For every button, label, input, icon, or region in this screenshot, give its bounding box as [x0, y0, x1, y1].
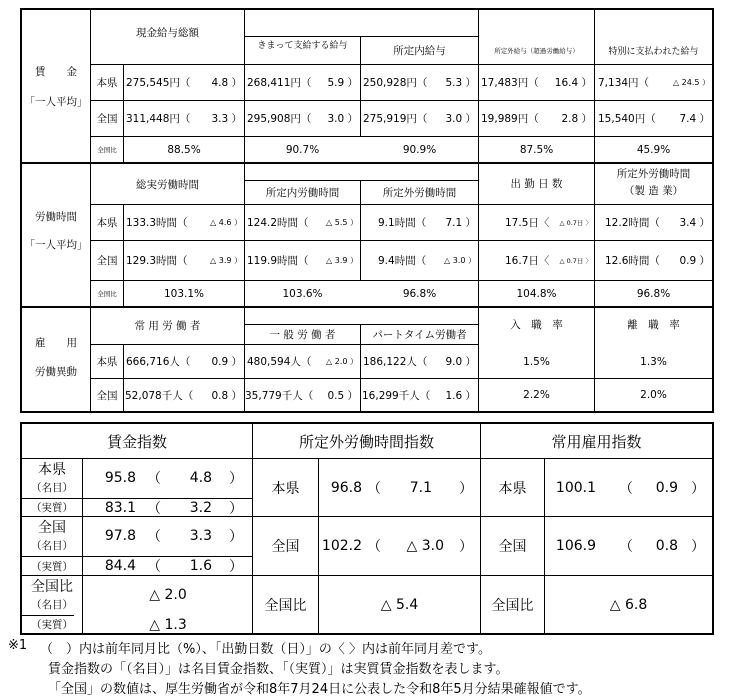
paren-close: ） [459, 480, 473, 497]
wage-pref-total: 275,545円（ [126, 77, 191, 89]
header-wage-index: 賃金指数 [106, 432, 167, 451]
ot-index-pref: 96.8 [330, 479, 362, 496]
wage-ratio-special: 45.9% [636, 143, 671, 156]
paren-close: ） [459, 539, 473, 555]
wage-nation-overtime: 19,989円（ [481, 113, 539, 125]
wage-index-ratio-real: △ 1.3 [149, 616, 187, 633]
wage-group-sublabel: 「一人平均」 [24, 95, 88, 108]
ot-index-nation-change: △ 3.0 [406, 538, 444, 554]
footnote-line-1: （ ）内は前年同月比（%）、「出勤日数（日）」の〈 〉内は前年同月差です。 [40, 642, 491, 657]
row-label-pref: 本県 [96, 217, 118, 229]
label-real: （実質） [31, 502, 73, 514]
wage-pref-overtime: 17,483円（ [481, 77, 539, 89]
hours-ratio-scheduled: 103.6% [282, 287, 323, 300]
wage-pref-scheduled: 250,928円（ [363, 77, 428, 89]
wage-pref-overtime-change: 16.4 ） [554, 77, 592, 89]
hours-pref-mfg-change: 3.4 ） [679, 217, 710, 229]
header-part-time-workers: パートタイム労働者 [372, 329, 467, 341]
hours-pref-scheduled-change: △ 5.5 ） [326, 218, 358, 227]
header-hiring-rate: 入 職 率 [510, 318, 563, 331]
label-pref: 本県 [498, 480, 527, 497]
hours-ratio-mfg: 96.8% [636, 287, 671, 300]
wage-nation-total-change: 3.3 ） [211, 113, 242, 125]
ot-index-nation: 102.2 [321, 538, 362, 554]
row-label-pref: 本県 [96, 77, 118, 89]
emp-index-nation: 106.9 [555, 538, 596, 554]
hours-pref-total-change: △ 4.6 ） [210, 218, 242, 227]
header-overtime-hours: 所定外労働時間 [382, 187, 457, 199]
wage-ratio-total: 88.5% [167, 143, 201, 156]
emp-nation-part: 16,299千人（ [362, 389, 431, 402]
emp-pref-regular-change: 0.9 ） [211, 356, 242, 368]
wage-index-pref-real-change: 3.2 [189, 499, 212, 516]
wage-nation-fixed: 295,908円（ [247, 113, 312, 125]
row-label-pref: 本県 [96, 356, 118, 368]
paren-open: （ [147, 529, 161, 545]
paren-close: ） [691, 480, 705, 497]
emp-index-pref: 100.1 [555, 479, 596, 496]
header-scheduled-hours: 所定内労働時間 [265, 187, 340, 199]
hours-nation-mfg: 12.6時間（ [605, 255, 660, 267]
footnote-line-2: 賃金指数の「（名目）」は名目賃金指数、「（実質）」は実質賃金指数を表します。 [48, 662, 509, 677]
emp-index-ratio: △ 6.8 [609, 596, 648, 613]
emp-pref-separation-rate: 1.3% [640, 355, 667, 368]
wage-pref-total-change: 4.8 ） [211, 77, 242, 89]
hours-pref-mfg: 12.2時間（ [605, 217, 660, 229]
header-mfg-overtime: 所定外労働時間 [616, 168, 691, 180]
hours-nation-mfg-change: 0.9 ） [679, 255, 710, 267]
label-real: （実質） [31, 619, 73, 631]
hours-pref-workdays: 17.5日〈 [505, 217, 550, 229]
emp-pref-general-change: △ 2.0 ） [326, 357, 358, 366]
paren-open: （ [147, 471, 161, 487]
wage-index-pref-nominal: 95.8 [104, 470, 136, 486]
wage-group-label: 賃 金 [35, 65, 77, 78]
emp-nation-hiring-rate: 2.2% [523, 389, 550, 401]
header-employment-index: 常用雇用指数 [551, 432, 642, 451]
emp-nation-regular-change: 0.8 ） [211, 389, 242, 402]
wage-index-nation-real: 84.4 [104, 558, 136, 574]
wage-index-nation-real-change: 1.6 [189, 558, 212, 574]
wage-index-pref-nominal-change: 4.8 [189, 470, 212, 486]
label-ratio: 全国比 [31, 579, 73, 595]
paren-close: ） [229, 500, 243, 517]
hours-ratio-overtime: 96.8% [402, 287, 437, 300]
label-nominal: （名目） [31, 598, 73, 611]
header-fixed-wage: きまって支給する給与 [257, 40, 348, 51]
paren-close: ） [229, 529, 243, 545]
emp-index-pref-change: 0.9 [655, 479, 678, 496]
hours-nation-overtime: 9.4時間（ [378, 255, 427, 267]
label-nominal: （名目） [31, 481, 73, 494]
wage-index-pref-real: 83.1 [104, 499, 136, 516]
row-label-nation: 全国 [96, 389, 118, 402]
hours-ratio-workdays: 104.8% [516, 287, 557, 300]
header-workdays: 出 勤 日 数 [510, 177, 563, 190]
emp-nation-regular: 52,078千人（ [125, 389, 194, 402]
paren-open: （ [367, 480, 381, 497]
emp-pref-general: 480,594人（ [247, 356, 312, 368]
emp-nation-general: 35,779千人（ [245, 389, 314, 402]
hours-nation-total-change: △ 3.9 ） [210, 256, 242, 265]
emp-nation-separation-rate: 2.0% [640, 389, 667, 401]
paren-open: （ [619, 539, 633, 555]
wage-index-nation-nominal: 97.8 [104, 528, 136, 544]
wage-nation-scheduled: 275,919円（ [363, 113, 428, 125]
wage-index-nation-nominal-change: 3.3 [189, 528, 212, 544]
emp-pref-regular: 666,716人（ [126, 356, 191, 368]
hours-group-label: 労働時間 [35, 210, 77, 223]
wage-nation-overtime-change: 2.8 ） [561, 113, 592, 125]
header-overtime-wage: 所定外給与（超過労働給与） [494, 47, 579, 55]
emp-group-label: 雇 用 [35, 336, 77, 349]
hours-group-sublabel: 「一人平均」 [24, 238, 88, 251]
hours-nation-overtime-change: △ 3.0 ） [444, 256, 476, 265]
wage-ratio-scheduled: 90.9% [402, 143, 437, 156]
ot-index-pref-change: 7.1 [409, 479, 432, 496]
label-pref: 本県 [271, 480, 300, 497]
row-label-ratio: 全国比 [97, 146, 117, 154]
header-scheduled-wage: 所定内給与 [393, 45, 446, 57]
wage-pref-special: 7,134円（ [598, 77, 650, 89]
wage-pref-special-change: △ 24.5 ） [672, 78, 710, 87]
hours-pref-workdays-change: △ 0.7日 〉 [559, 219, 592, 227]
emp-nation-general-change: 0.5 ） [327, 389, 358, 402]
wage-nation-fixed-change: 3.0 ） [327, 113, 358, 125]
header-general-workers: 一 般 労 働 者 [269, 329, 336, 341]
wage-pref-fixed-change: 5.9 ） [327, 77, 358, 89]
row-label-nation: 全国 [96, 255, 118, 267]
hours-nation-scheduled: 119.9時間（ [247, 255, 309, 267]
emp-nation-part-change: 1.6 ） [445, 389, 476, 402]
emp-group-sublabel: 労働異動 [35, 365, 77, 378]
wage-ratio-overtime: 87.5% [519, 143, 554, 156]
wage-nation-scheduled-change: 3.0 ） [445, 113, 476, 125]
label-nation: 全国 [38, 520, 66, 536]
hours-nation-workdays-change: △ 0.7日 〉 [559, 257, 592, 265]
label-nation: 全国 [498, 539, 527, 555]
header-overtime-index: 所定外労働時間指数 [298, 432, 434, 451]
label-real: （実質） [31, 560, 73, 573]
hours-nation-scheduled-change: △ 3.9 ） [326, 256, 358, 265]
hours-pref-overtime-change: 7.1 ） [445, 217, 476, 229]
hours-nation-workdays: 16.7日〈 [505, 255, 550, 267]
paren-close: ） [229, 471, 243, 487]
emp-pref-hiring-rate: 1.5% [523, 355, 550, 368]
header-total-hours: 総実労働時間 [136, 178, 199, 191]
label-ratio: 全国比 [264, 597, 307, 614]
footnote-mark: ※1 [8, 638, 28, 653]
paren-close: ） [229, 559, 243, 575]
emp-pref-part: 186,122人（ [363, 356, 428, 368]
wage-index-ratio-nominal: △ 2.0 [149, 587, 187, 603]
label-ratio: 全国比 [491, 597, 534, 614]
hours-ratio-total: 103.1% [163, 287, 205, 300]
label-nation: 全国 [271, 539, 300, 555]
row-label-nation: 全国 [96, 113, 118, 125]
hours-pref-overtime: 9.1時間（ [378, 217, 427, 229]
wage-pref-scheduled-change: 5.3 ） [445, 77, 476, 89]
hours-pref-total: 133.3時間（ [126, 217, 188, 229]
header-separation-rate: 離 職 率 [627, 318, 680, 331]
hours-nation-total: 129.3時間（ [126, 255, 188, 267]
paren-open: （ [619, 480, 633, 497]
emp-pref-part-change: 9.0 ） [445, 356, 476, 368]
row-label-ratio: 全国比 [97, 290, 117, 298]
label-nominal: （名目） [31, 539, 73, 552]
paren-close: ） [691, 539, 705, 555]
wage-ratio-fixed: 90.7% [285, 143, 320, 156]
paren-open: （ [147, 559, 161, 575]
paren-open: （ [367, 539, 381, 555]
wage-nation-total: 311,448円（ [126, 113, 191, 125]
wage-pref-fixed: 268,411円（ [247, 77, 312, 89]
footnote-line-3: 「全国」の数値は、厚生労働省が令和8年7月24日に公表した令和8年5月分結果確報値です。 [48, 682, 591, 697]
header-special-wage: 特別に支払われた給与 [608, 47, 699, 57]
header-total-wage: 現金給与総額 [136, 26, 199, 39]
wage-nation-special-change: 7.4 ） [679, 113, 710, 125]
wage-nation-special: 15,540円（ [598, 113, 656, 125]
hours-pref-scheduled: 124.2時間（ [247, 217, 309, 229]
emp-index-nation-change: 0.8 [655, 538, 678, 554]
header-regular-workers: 常 用 労 働 者 [134, 319, 201, 332]
ot-index-ratio: △ 5.4 [380, 596, 419, 613]
header-mfg-overtime-sub: （製 造 業） [623, 185, 684, 197]
paren-open: （ [147, 500, 161, 517]
label-pref: 本県 [38, 462, 66, 478]
